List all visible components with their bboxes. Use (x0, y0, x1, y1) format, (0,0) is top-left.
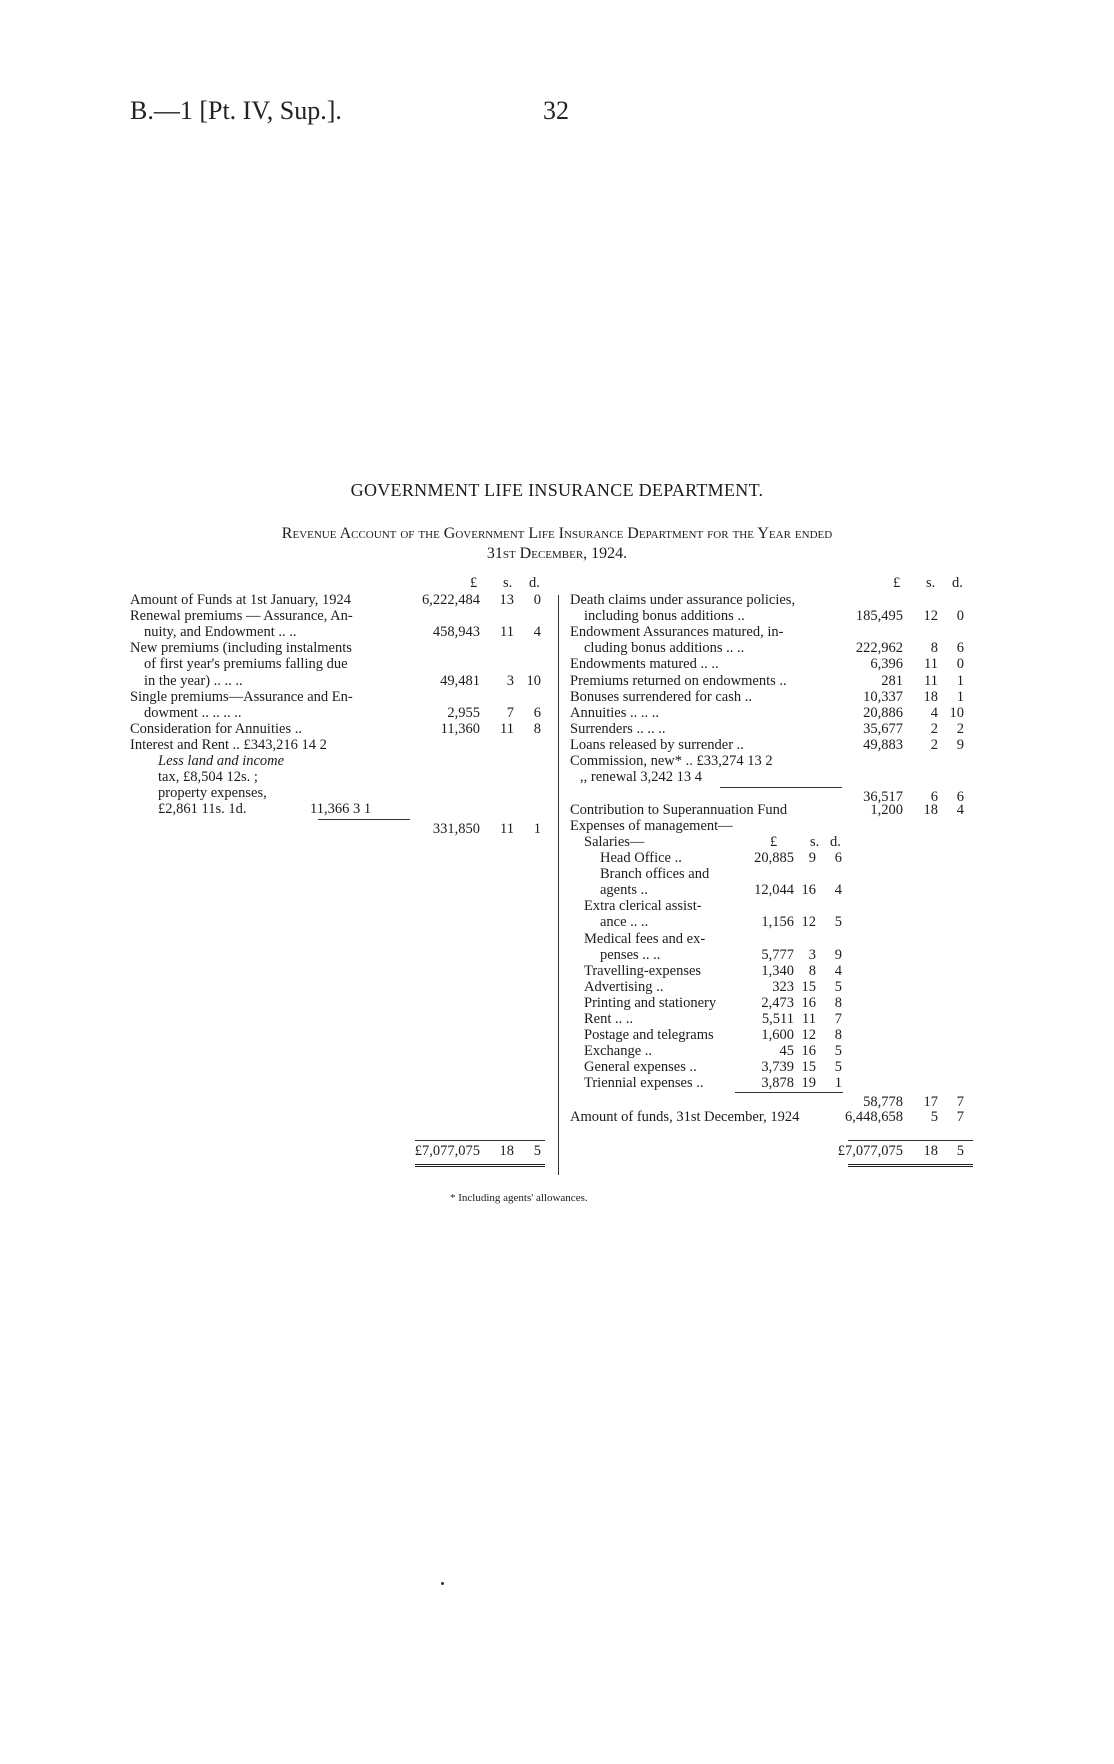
left-row-label: nuity, and Endowment .. .. (144, 624, 297, 640)
right-row-label: Death claims under assurance policies, (570, 592, 796, 608)
left-interest-total-shillings: 11 (500, 821, 514, 837)
salary-row-pence: 9 (834, 947, 842, 963)
right-row-pence: 1 (956, 673, 964, 689)
funds-end-label: Amount of funds, 31st December, 1924 (570, 1109, 800, 1125)
footnote: * Including agents' allowances. (450, 1192, 588, 1204)
right-row-label: Bonuses surrendered for cash .. (570, 689, 753, 705)
salaries-heading: Salaries— (584, 834, 645, 850)
salary-row-shillings: 8 (808, 963, 816, 979)
right-row-pounds: 185,495 (855, 608, 903, 624)
right-row-pence: 10 (949, 705, 964, 721)
left-subtotal-rule (318, 819, 410, 820)
salary-row-shillings: 15 (801, 1059, 816, 1075)
right-row-pounds: 6,396 (870, 656, 903, 672)
salary-row-shillings: 3 (808, 947, 816, 963)
right-row-label: including bonus additions .. (584, 608, 745, 624)
salary-row-pence: 7 (834, 1011, 842, 1027)
left-head-shillings: s. (503, 575, 513, 591)
salary-row-pence: 5 (834, 1043, 842, 1059)
right-row-shillings: 2 (930, 721, 938, 737)
salary-row-label: Exchange .. (584, 1043, 653, 1059)
left-row-pounds: 2,955 (447, 705, 480, 721)
right-row-label: Premiums returned on endowments .. (570, 673, 787, 689)
salary-row-label: Rent .. .. (584, 1011, 634, 1027)
left-row-pence: 0 (533, 592, 541, 608)
right-total-double-rule (848, 1164, 973, 1167)
superannuation-pence: 4 (956, 802, 964, 818)
right-row-pounds: 35,677 (863, 721, 903, 737)
left-row-pounds: 6,222,484 (422, 592, 480, 608)
page-number: 32 (543, 96, 569, 125)
expenses-subtotal-rule (735, 1092, 843, 1093)
salary-row-label: Extra clerical assist- (584, 898, 702, 914)
right-row-pence: 9 (956, 737, 964, 753)
superannuation-pounds: 1,200 (870, 802, 903, 818)
left-row-pence: 6 (533, 705, 541, 721)
right-grand-total-shillings: 18 (923, 1143, 938, 1159)
right-row-label: Endowment Assurances matured, in- (570, 624, 784, 640)
left-row-label: Less land and income (158, 753, 285, 769)
left-interest-total-pence: 1 (533, 821, 541, 837)
funds-end-pounds: 6,448,658 (845, 1109, 903, 1125)
expenses-total-pence: 7 (956, 1094, 964, 1110)
left-row-label: £2,861 11s. 1d. (158, 801, 247, 817)
right-row-pence: 2 (956, 721, 964, 737)
left-row-label: Single premiums—Assurance and En- (130, 689, 353, 705)
left-row-shillings: 7 (506, 705, 514, 721)
left-row-pence: 10 (526, 673, 541, 689)
left-row-label: Amount of Funds at 1st January, 1924 (130, 592, 351, 608)
salary-row-pounds: 12,044 (754, 882, 794, 898)
salary-row-pence: 8 (834, 1027, 842, 1043)
left-row-pence: 8 (533, 721, 541, 737)
salary-row-label: Printing and stationery (584, 995, 717, 1011)
left-row-label: tax, £8,504 12s. ; (158, 769, 258, 785)
salary-row-shillings: 16 (801, 882, 816, 898)
left-row-label: dowment .. .. .. .. (144, 705, 242, 721)
left-row-pounds: 49,481 (440, 673, 480, 689)
left-row-pounds: 458,943 (432, 624, 480, 640)
left-row-inner-amount: 11,366 3 1 (310, 801, 372, 817)
column-divider (558, 595, 559, 1175)
salary-row-pounds: 1,340 (761, 963, 794, 979)
right-row-shillings: 11 (924, 673, 938, 689)
salary-row-shillings: 9 (808, 850, 816, 866)
left-row-shillings: 11 (500, 624, 514, 640)
salary-row-label: ance .. .. (600, 914, 649, 930)
salary-row-pence: 5 (834, 979, 842, 995)
left-row-pence: 4 (533, 624, 541, 640)
salary-head-pence: d. (830, 834, 841, 850)
left-row-label: in the year) .. .. .. (144, 673, 243, 689)
right-row-label: ,, renewal 3,242 13 4 (580, 769, 703, 785)
salary-head-shillings: s. (810, 834, 820, 850)
salary-row-shillings: 12 (801, 1027, 816, 1043)
salary-row-pence: 5 (834, 914, 842, 930)
left-total-rule (415, 1140, 545, 1141)
right-row-pounds: 49,883 (863, 737, 903, 753)
salary-row-label: General expenses .. (584, 1059, 697, 1075)
left-row-label: of first year's premiums falling due (144, 656, 348, 672)
right-row-shillings: 4 (930, 705, 938, 721)
salary-row-pence: 5 (834, 1059, 842, 1075)
left-row-label: Renewal premiums — Assurance, An- (130, 608, 353, 624)
salary-row-label: Medical fees and ex- (584, 931, 706, 947)
left-row-label: New premiums (including instalments (130, 640, 352, 656)
right-row-pence: 1 (956, 689, 964, 705)
right-row-shillings: 8 (930, 640, 938, 656)
right-row-label: Surrenders .. .. .. (570, 721, 666, 737)
right-row-pence: 0 (956, 608, 964, 624)
salary-row-pounds: 1,156 (761, 914, 794, 930)
right-total-rule (848, 1140, 973, 1141)
document-title: GOVERNMENT LIFE INSURANCE DEPARTMENT. (350, 480, 764, 500)
right-row-shillings: 2 (930, 737, 938, 753)
right-row-pence: 6 (956, 640, 964, 656)
salary-row-pounds: 1,600 (761, 1027, 794, 1043)
salary-row-pence: 1 (834, 1075, 842, 1091)
salary-row-pounds: 5,777 (761, 947, 794, 963)
expenses-heading: Expenses of management— (570, 818, 733, 834)
left-grand-total-pounds: £7,077,075 (414, 1143, 480, 1159)
salary-row-label: Travelling-expenses (584, 963, 702, 979)
salary-row-shillings: 16 (801, 1043, 816, 1059)
superannuation-label: Contribution to Superannuation Fund (570, 802, 788, 818)
page-mark (441, 1582, 444, 1585)
salary-row-pounds: 323 (772, 979, 794, 995)
right-head-shillings: s. (926, 575, 936, 591)
right-row-label: Loans released by surrender .. (570, 737, 744, 753)
left-row-shillings: 13 (499, 592, 514, 608)
left-row-label: Consideration for Annuities .. (130, 721, 302, 737)
salary-row-shillings: 16 (801, 995, 816, 1011)
salary-row-label: Triennial expenses .. (584, 1075, 704, 1091)
salary-row-label: Advertising .. (584, 979, 664, 995)
left-row-pounds: 11,360 (440, 721, 480, 737)
right-row-shillings: 11 (924, 656, 938, 672)
right-row-shillings: 12 (923, 608, 938, 624)
salary-row-label: Branch offices and (600, 866, 710, 882)
right-row-pounds: 20,886 (863, 705, 903, 721)
left-grand-total-pence: 5 (533, 1143, 541, 1159)
salary-row-shillings: 19 (801, 1075, 816, 1091)
expenses-total-shillings: 17 (923, 1094, 938, 1110)
left-total-double-rule (415, 1164, 545, 1167)
salary-row-pence: 4 (834, 882, 842, 898)
funds-end-pence: 7 (956, 1109, 964, 1125)
superannuation-shillings: 18 (923, 802, 938, 818)
right-row-pence: 0 (956, 656, 964, 672)
salary-row-label: Head Office .. (600, 850, 682, 866)
document-subtitle: Revenue Account of the Government Life Insurance Department for the Year ended (281, 525, 833, 542)
left-row-shillings: 3 (506, 673, 514, 689)
salary-row-pounds: 5,511 (761, 1011, 794, 1027)
funds-end-shillings: 5 (930, 1109, 938, 1125)
salary-row-shillings: 11 (802, 1011, 816, 1027)
commission-total-pence: 6 (956, 789, 964, 805)
right-grand-total-pounds: £7,077,075 (837, 1143, 903, 1159)
right-row-shillings: 18 (923, 689, 938, 705)
right-row-label: Endowments matured .. .. (570, 656, 719, 672)
right-head-pounds: £ (893, 575, 901, 591)
right-row-pounds: 281 (881, 673, 903, 689)
document-subtitle-date: 31st December, 1924. (486, 545, 628, 562)
salary-row-pence: 4 (834, 963, 842, 979)
salary-row-shillings: 15 (801, 979, 816, 995)
left-head-pence: d. (529, 575, 540, 591)
salary-row-label: Postage and telegrams (584, 1027, 714, 1043)
salary-row-label: penses .. .. (600, 947, 661, 963)
salary-row-pounds: 20,885 (754, 850, 794, 866)
right-row-label: cluding bonus additions .. .. (584, 640, 745, 656)
salary-row-pounds: 45 (779, 1043, 794, 1059)
right-row-label: Annuities .. .. .. (570, 705, 660, 721)
right-row-label: Commission, new* .. £33,274 13 2 (570, 753, 773, 769)
left-grand-total-shillings: 18 (499, 1143, 514, 1159)
right-grand-total-pence: 5 (956, 1143, 964, 1159)
salary-row-shillings: 12 (801, 914, 816, 930)
left-row-shillings: 11 (500, 721, 514, 737)
document-reference: B.—1 [Pt. IV, Sup.]. (130, 96, 342, 125)
left-head-pounds: £ (470, 575, 478, 591)
commission-subtotal-rule (720, 787, 842, 788)
right-head-pence: d. (952, 575, 963, 591)
salary-row-label: agents .. (600, 882, 648, 898)
commission-total-shillings: 6 (930, 789, 938, 805)
salary-row-pounds: 3,878 (761, 1075, 794, 1091)
right-row-pounds: 222,962 (855, 640, 903, 656)
salary-row-pounds: 2,473 (761, 995, 794, 1011)
salary-row-pence: 8 (834, 995, 842, 1011)
salary-head-pounds: £ (770, 834, 778, 850)
right-row-pounds: 10,337 (863, 689, 903, 705)
salary-row-pounds: 3,739 (761, 1059, 794, 1075)
commission-total-pounds: 36,517 (863, 789, 903, 805)
salary-row-pence: 6 (834, 850, 842, 866)
left-row-label: property expenses, (158, 785, 267, 801)
expenses-total-pounds: 58,778 (863, 1094, 903, 1110)
left-interest-total-pounds: 331,850 (432, 821, 480, 837)
left-row-label: Interest and Rent .. £343,216 14 2 (130, 737, 327, 753)
